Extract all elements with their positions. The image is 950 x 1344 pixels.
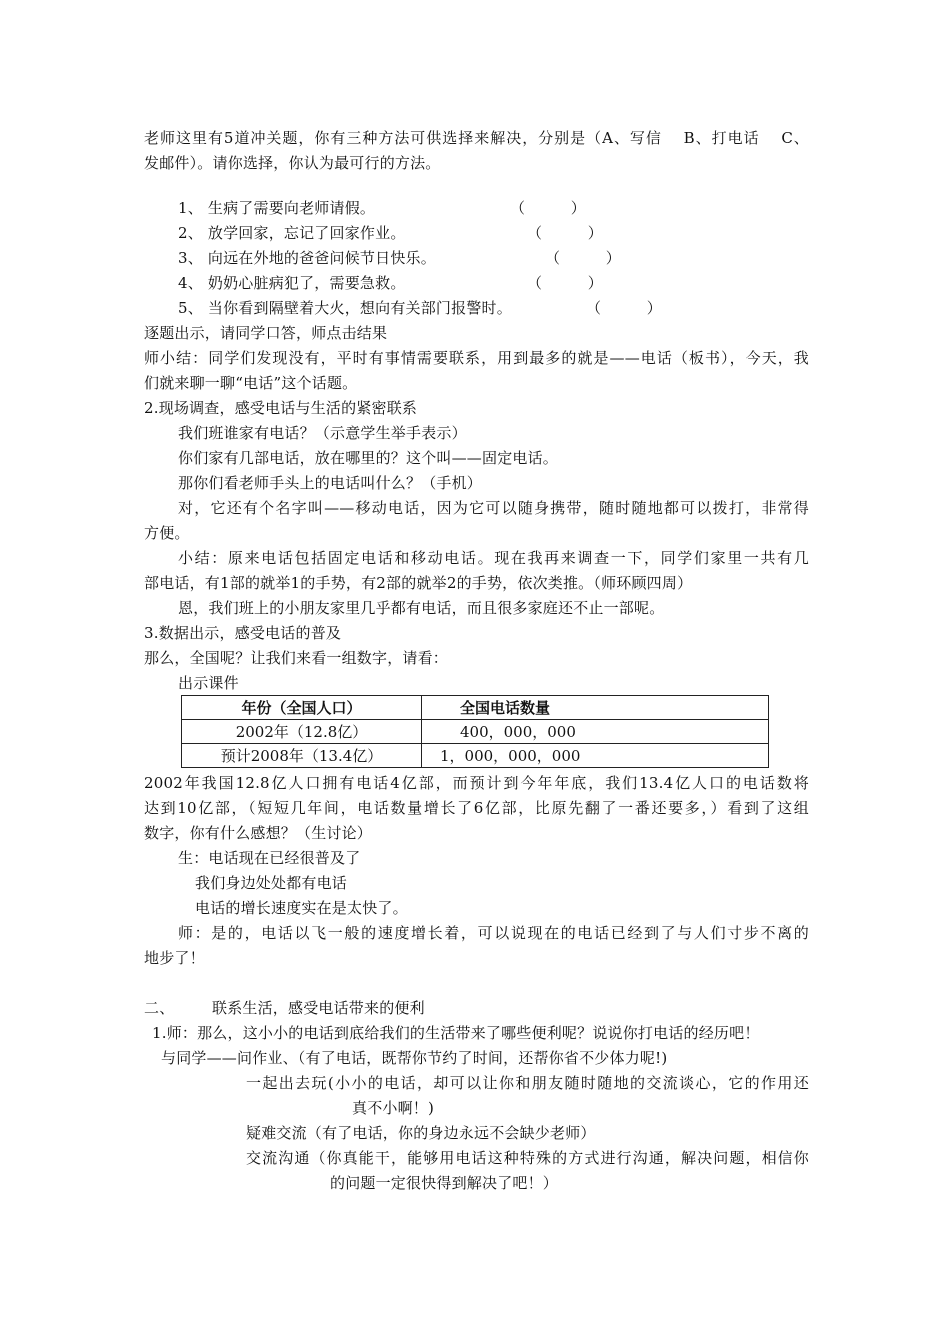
body-line: 1.师：那么，这小小的电话到底给我们的生活带来了哪些便利呢？说说你打电话的经历吧！ bbox=[152, 1024, 760, 1042]
phone-count-table bbox=[181, 695, 769, 768]
question-4-answer: （ ） bbox=[527, 274, 604, 292]
body-line: 出示课件 bbox=[178, 674, 239, 692]
body-line: 一起出去玩(小小的电话，却可以让你和朋友随时随地的交流谈心，它的作用还 bbox=[246, 1074, 809, 1092]
body-line: 真不小啊！) bbox=[352, 1099, 435, 1117]
body-line: 地步了！ bbox=[144, 949, 205, 967]
question-2: 2、 放学回家，忘记了回家作业。 bbox=[178, 224, 406, 242]
question-1: 1、 生病了需要向老师请假。 bbox=[178, 199, 376, 217]
body-line: 与同学——问作业、（有了电话，既帮你节约了时间，还帮你省不少体力呢!) bbox=[161, 1049, 668, 1067]
table-cell: 1，000，000，000 bbox=[422, 744, 769, 768]
table-row bbox=[182, 744, 769, 768]
question-5: 5、 当你看到隔壁着大火，想向有关部门报警时。 bbox=[178, 299, 512, 317]
table-header-row bbox=[182, 696, 769, 720]
body-line: 交流沟通（你真能干，能够用电话这种特殊的方式进行沟通，解决问题，相信你 bbox=[246, 1149, 809, 1167]
body-line: 疑难交流（有了电话，你的身边永远不会缺少老师） bbox=[246, 1124, 596, 1142]
body-line: 数字，你有什么感想？（生讨论） bbox=[144, 824, 373, 842]
body-line: 电话的增长速度实在是太快了。 bbox=[195, 899, 408, 917]
table-cell: 预计2008年（13.4亿） bbox=[182, 744, 422, 768]
body-line: 部电话，有1部的就举1的手势，有2部的就举2的手势，依次类推。（师环顾四周） bbox=[144, 574, 693, 592]
body-line: 我们身边处处都有电话 bbox=[195, 874, 348, 892]
table-cell: 400，000，000 bbox=[422, 720, 769, 744]
body-line: 对，它还有个名字叫——移动电话，因为它可以随身携带，随时随地都可以拨打，非常得 bbox=[178, 499, 809, 517]
question-2-answer: （ ） bbox=[527, 224, 604, 242]
question-5-answer: （ ） bbox=[586, 299, 663, 317]
body-line: 们就来聊一聊“电话”这个话题。 bbox=[144, 374, 358, 392]
body-line: 恩，我们班上的小朋友家里几乎都有电话，而且很多家庭还不止一部呢。 bbox=[178, 599, 665, 617]
table-cell: 2002年（12.8亿） bbox=[182, 720, 422, 744]
body-line: 达到10亿部，（短短几年间，电话数量增长了6亿部，比原先翻了一番还要多，）看到了这组 bbox=[144, 799, 809, 817]
body-line: 师小结：同学们发现没有，平时有事情需要联系，用到最多的就是——电话（板书），今天，我 bbox=[144, 349, 809, 367]
question-4: 4、 奶奶心脏病犯了，需要急救。 bbox=[178, 274, 406, 292]
intro-line-2: 发邮件）。请你选择，你认为最可行的方法。 bbox=[144, 154, 441, 172]
table-row bbox=[182, 720, 769, 744]
body-line: 生：电话现在已经很普及了 bbox=[178, 849, 361, 867]
body-line: 方便。 bbox=[144, 524, 190, 542]
intro-line-1: 老师这里有5道冲关题，你有三种方法可供选择来解决，分别是（A、写信 B、打电话 C、 bbox=[144, 129, 809, 147]
body-line: 我们班谁家有电话？（示意学生举手表示） bbox=[178, 424, 467, 442]
body-line: 逐题出示，请同学口答，师点击结果 bbox=[144, 324, 388, 342]
section-heading: 3.数据出示，感受电话的普及 bbox=[144, 624, 342, 642]
body-line: 师：是的，电话以飞一般的速度增长着，可以说现在的电话已经到了与人们寸步不离的 bbox=[178, 924, 809, 942]
body-line: 你们家有几部电话，放在哪里的？这个叫——固定电话。 bbox=[178, 449, 559, 467]
body-line: 那么，全国呢？让我们来看一组数字，请看： bbox=[144, 649, 449, 667]
body-line: 小结：原来电话包括固定电话和移动电话。现在我再来调查一下，同学们家里一共有几 bbox=[178, 549, 809, 567]
section-number: 二、 bbox=[144, 999, 175, 1017]
body-line: 那你们看老师手头上的电话叫什么？（手机） bbox=[178, 474, 483, 492]
body-line: 2002年我国12.8亿人口拥有电话4亿部，而预计到今年年底，我们13.4亿人口的电话数将 bbox=[144, 774, 809, 792]
table-header-cell: 年份（全国人口） bbox=[182, 696, 422, 720]
section-title: 联系生活，感受电话带来的便利 bbox=[212, 999, 425, 1017]
body-line: 的问题一定很快得到解决了吧！） bbox=[330, 1174, 559, 1192]
table-header-cell: 全国电话数量 bbox=[422, 696, 769, 720]
question-1-answer: （ ） bbox=[510, 199, 587, 217]
section-heading: 2.现场调查，感受电话与生活的紧密联系 bbox=[144, 399, 418, 417]
question-3-answer: （ ） bbox=[545, 249, 622, 267]
question-3: 3、 向远在外地的爸爸问候节日快乐。 bbox=[178, 249, 436, 267]
